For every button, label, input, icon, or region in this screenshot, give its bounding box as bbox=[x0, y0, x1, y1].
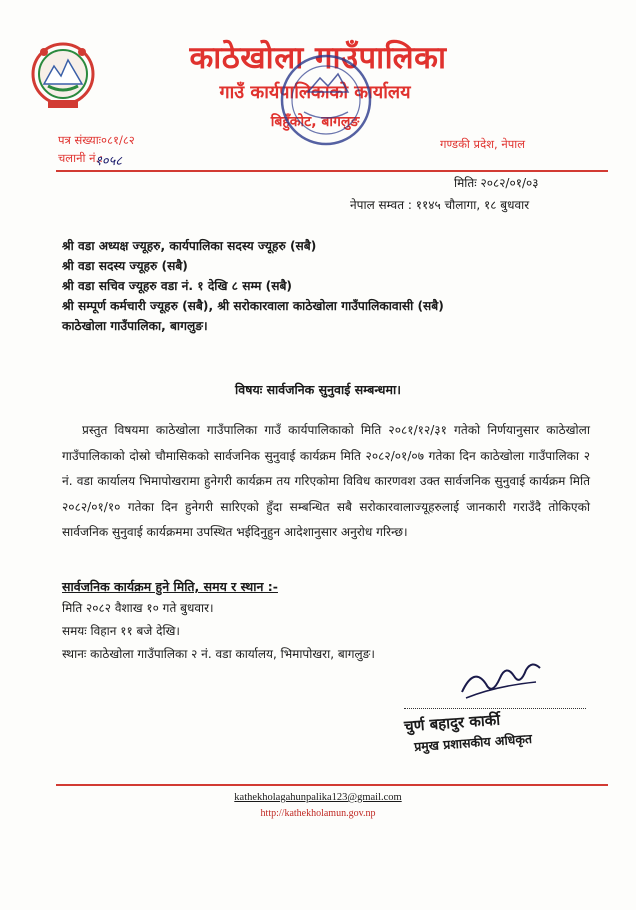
footer-email[interactable]: kathekholagahunpalika123@gmail.com bbox=[234, 792, 402, 803]
addressee-line: श्री वडा अध्यक्ष ज्यूहरु, कार्यपालिका सदस्य ज्यूहरु (सबै) bbox=[62, 239, 317, 253]
handwritten-signature-icon bbox=[456, 656, 546, 704]
footer-divider bbox=[56, 784, 608, 786]
footer-website[interactable]: http://kathekholamun.gov.np bbox=[260, 808, 376, 819]
signatory-name: चुर्ण बहादुर कार्की bbox=[403, 710, 501, 736]
office-seal-icon bbox=[278, 52, 374, 148]
addressee-line: श्री वडा सदस्य ज्यूहरु (सबै) bbox=[62, 259, 188, 273]
letter-subject: विषयः सार्वजनिक सुनुवाई सम्बन्धमा। bbox=[235, 382, 401, 397]
municipality-name: काठेखोला गाउँपालिका bbox=[189, 40, 447, 76]
office-name: गाउँ कार्यपालिकाको कार्यालय bbox=[219, 82, 411, 103]
nepal-emblem-icon bbox=[30, 38, 96, 114]
nepal-sambat-date: नेपाल सम्वत : ११४५ चौलागा, १८ बुधवार bbox=[350, 198, 530, 212]
program-heading: सार्वजनिक कार्यक्रम हुने मिति, समय र स्थान :- bbox=[62, 579, 278, 594]
province-name: गण्डकी प्रदेश, नेपाल bbox=[440, 137, 526, 151]
program-time: समयः विहान ११ बजे देखि। bbox=[62, 624, 180, 638]
letter-date: मितिः २०८२/०१/०३ bbox=[454, 176, 539, 190]
addressee-line: काठेखोला गाउँपालिका, बागलुङ। bbox=[62, 319, 208, 333]
program-date: मिति २०८२ वैशाख १० गते बुधवार। bbox=[62, 601, 214, 615]
letter-body: प्रस्तुत विषयमा काठेखोला गाउँपालिका गाउँ कार्यपालिकाको मिति २०८१/१२/३१ गतेको निर्णयानुसार काठेखोला गाउँपालिकाको दोस्रो चौमासिकको सार्वजनिक सुनुवाई कार्यक्रम मिति २०८२/०१/०७ गतेका दिन काठेखोला गाउँपालिका २ नं. वडा कार्यालय भिमापोखरामा हुनेगरी कार्यक्रम तय गरिएकोमा विविध कारणवश उक्त सार्वजनिक सुनुवाई कार्यक्रम मिति २०८२/०१/१० गतेका दिन हुनेगरी सारिएको हुँदा सम्बन्धित सबै सरोकारवालाज्यूहरुलाई जानकारी गराउँदै तोकिएको सार्वजनिक सुनुवाई कार्यक्रममा उपस्थित भईदिनुहुन आदेशानुसार अनुरोध गरिन्छ। bbox=[62, 423, 590, 539]
dispatch-number: १०५८ bbox=[95, 154, 123, 169]
reference-number: पत्र संख्याः०८१/८२ bbox=[58, 133, 135, 147]
program-place: स्थानः काठेखोला गाउँपालिका २ नं. वडा कार्यालय, भिमापोखरा, बागलुङ। bbox=[62, 647, 375, 661]
signature-line bbox=[404, 708, 586, 709]
dispatch-label: चलानी नं.: bbox=[58, 151, 104, 165]
header-divider bbox=[56, 170, 608, 172]
office-location: बिहुँकोट, बागलुङ bbox=[270, 114, 360, 130]
signatory-role: प्रमुख प्रशासकीय अधिकृत bbox=[413, 730, 533, 755]
addressee-line: श्री सम्पूर्ण कर्मचारी ज्यूहरु (सबै), श्री सरोकारवाला काठेखोला गाउँपालिकावासी (सबै) bbox=[62, 299, 444, 313]
addressee-line: श्री वडा सचिव ज्यूहरु वडा नं. १ देखि ८ सम्म (सबै) bbox=[62, 279, 293, 293]
